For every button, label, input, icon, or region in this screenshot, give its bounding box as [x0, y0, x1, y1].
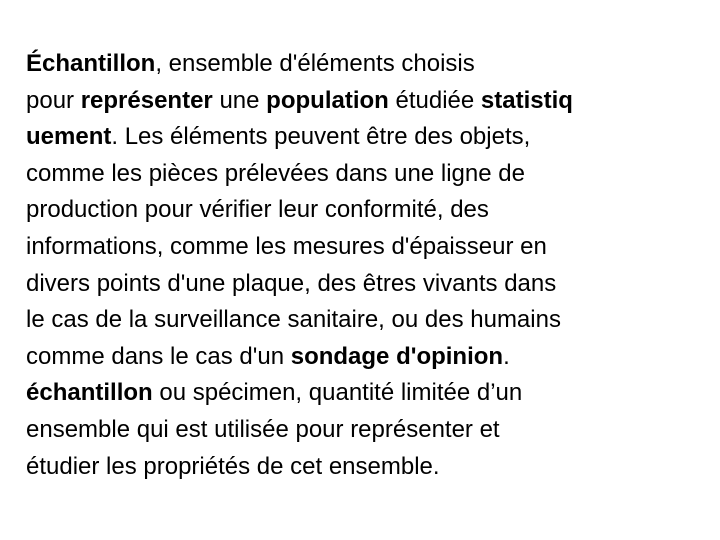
- body-text: pour: [26, 86, 81, 114]
- text-line: [26, 412, 696, 449]
- bold-term: représenter: [80, 86, 213, 114]
- text-line: [26, 449, 696, 486]
- body-text: . Les éléments peuvent être des objets,: [111, 123, 531, 151]
- body-text: comme dans le cas d'un: [26, 342, 291, 370]
- body-text: , ensemble d'éléments choisis: [155, 50, 475, 77]
- text-line: [26, 156, 696, 193]
- text-line: [26, 83, 696, 120]
- body-text: comme les pièces prélevées dans une ligne de: [26, 159, 525, 187]
- text-line: [26, 266, 696, 303]
- bold-term: échantillon: [26, 379, 153, 407]
- definition-text-block: [26, 46, 696, 485]
- bold-term: uement: [26, 123, 112, 151]
- body-text: étudiée: [388, 86, 481, 114]
- body-text: informations, comme les mesures d'épaisseur en: [26, 232, 547, 260]
- text-line: [26, 46, 696, 83]
- body-text: divers points d'une plaque, des êtres vivants dans: [26, 269, 557, 297]
- bold-term: sondage d'opinion: [290, 342, 504, 370]
- body-text: le cas de la surveillance sanitaire, ou des humains: [26, 306, 561, 334]
- text-line: [26, 119, 696, 156]
- bold-term: population: [266, 86, 389, 114]
- text-line: [26, 375, 696, 412]
- text-line: [26, 302, 696, 339]
- body-text: ou spécimen, quantité limitée d’un: [152, 379, 523, 407]
- body-text: étudier les propriétés de cet ensemble.: [26, 452, 440, 480]
- text-line: [26, 192, 696, 229]
- body-text: production pour vérifier leur conformité, des: [26, 196, 489, 224]
- body-text: ensemble qui est utilisée pour représenter et: [26, 415, 500, 443]
- bold-term: Échantillon: [26, 50, 156, 77]
- text-line: [26, 339, 696, 376]
- bold-term: statistiq: [480, 86, 573, 114]
- body-text: .: [503, 342, 510, 370]
- text-line: [26, 229, 696, 266]
- body-text: une: [212, 86, 267, 114]
